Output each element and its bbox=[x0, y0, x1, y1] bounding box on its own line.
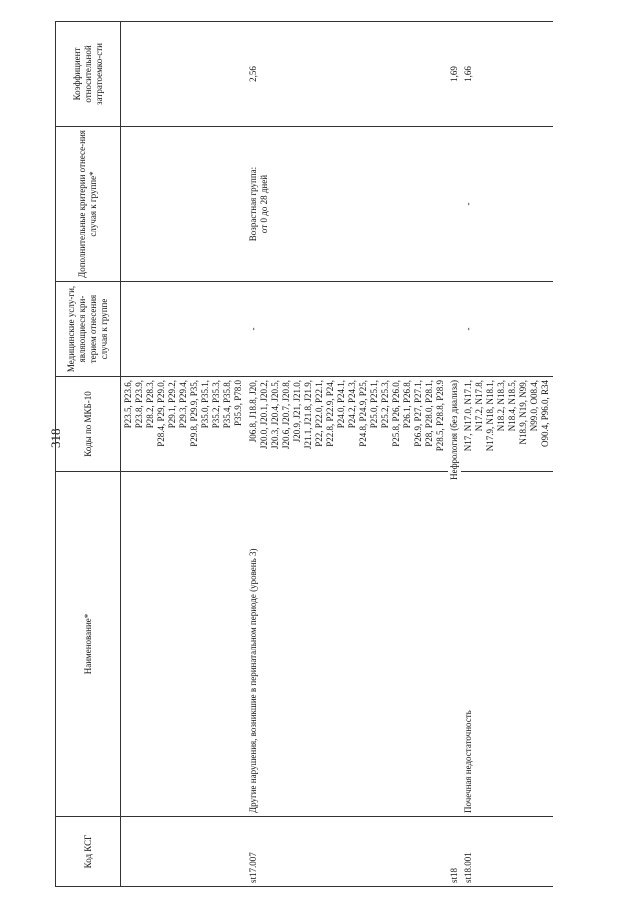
group-coef: 1,69 bbox=[448, 22, 461, 127]
row-mkb-codes: J06.8, J18.8, J20, J20.0, J20.1, J20.2, J20.3, J20.4, J20.5, J20.6, J20.7, J20.8, J20.9, J21, J21.0, J21.1, J21.8, J21.9, P22, P22.0, P22.1, P22.8, P22.9, P24, P24.0, P24.1, P24.2, P24.3, P24.8, P24.9, P25, P25.0, P25.1, P25.2, P25.3, P25.8, P26, P26.0, P26.1, P26.8, P26.9, P27, P27.1, P28, P28.0, P28.1, P28.5, P28.8, P28.9 bbox=[246, 377, 448, 472]
row-criteria: - bbox=[461, 127, 553, 282]
table-row-group bbox=[448, 22, 461, 887]
row-coef: 1,66 bbox=[461, 22, 553, 127]
group-name: Нефрология (без диализа) bbox=[448, 377, 461, 817]
table-row bbox=[461, 22, 553, 887]
row-name: Другие нарушения, возникшие в перинатальном периоде (уровень 3) bbox=[246, 472, 448, 817]
table-row bbox=[246, 22, 448, 887]
row-services: - bbox=[461, 282, 553, 377]
header-name: Наименование* bbox=[56, 472, 121, 817]
page-number: 318 bbox=[48, 428, 63, 448]
row-mkb-codes: N17, N17.0, N17.1, N17.2, N17.8, N17.9, N18, N18.1, N18.2, N18.3, N18.4, N18.5, N18.9, N19, N99, N99.0, O08.4, O90.4, P96.0, R34 bbox=[461, 377, 553, 472]
row-code: st17.007 bbox=[246, 817, 448, 887]
header-code: Код КСГ bbox=[56, 817, 121, 887]
table-row-continuation bbox=[121, 22, 247, 887]
row-criteria: Возрастная группа: от 0 до 28 дней bbox=[246, 127, 448, 282]
mkb-codes-continuation: P23.5, P23.6, P23.8, P23.9, P28.2, P28.3, P28.4, P29, P29.0, P29.1, P29.2, P29.3, P29.4, P29.8, P29.9, P35, P35.0, P35.1, P35.2, P35.3, P35.4, P35.8, P35.9, P78.0 bbox=[121, 377, 247, 472]
header-criteria: Дополнительные критерии отнесе-ния случая к группе* bbox=[56, 127, 121, 282]
rotated-table-wrapper bbox=[55, 22, 575, 887]
row-name: Почечная недостаточность bbox=[461, 472, 553, 817]
header-coef: Коэффициент относительной затратоемко-сти bbox=[56, 22, 121, 127]
ksg-table bbox=[55, 21, 553, 887]
row-code: st18.001 bbox=[461, 817, 553, 887]
group-code: st18 bbox=[448, 817, 461, 887]
row-coef: 2,56 bbox=[246, 22, 448, 127]
header-services: Медицинские услу-ги, являющиеся кри-терием отнесения случая к группе bbox=[56, 282, 121, 377]
header-mkb: Коды по МКБ-10 bbox=[56, 377, 121, 472]
header-row bbox=[56, 22, 121, 887]
row-services: - bbox=[246, 282, 448, 377]
